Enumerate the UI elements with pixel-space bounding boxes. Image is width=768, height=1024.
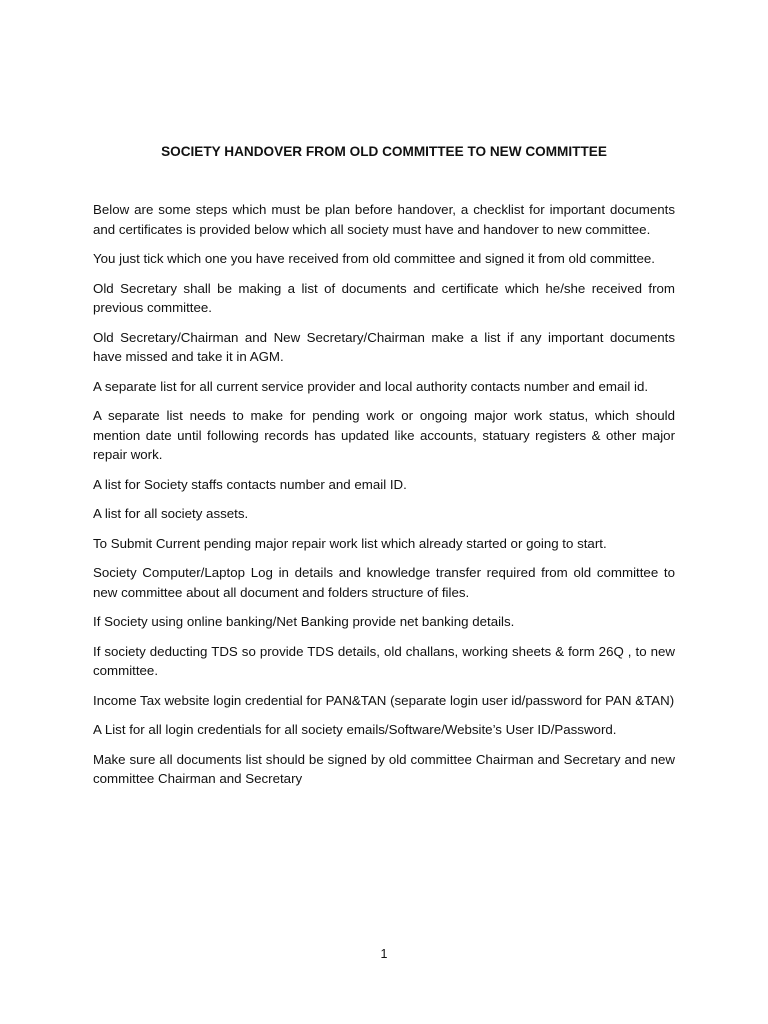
paragraph-computer-log: Society Computer/Laptop Log in details and knowledge transfer required from old committee to new committee about all document and folders structure of files. [93, 565, 675, 600]
paragraph-intro: Below are some steps which must be plan before handover, a checklist for important documents and certificates is provided below which all society must have and handover to new committee. [93, 202, 675, 237]
paragraph-signatures: Make sure all documents list should be signed by old committee Chairman and Secretary and new committee Chairman and Secretary [93, 751, 675, 786]
paragraph-society-assets: A list for all society assets. [93, 506, 249, 521]
document-title: SOCIETY HANDOVER FROM OLD COMMITTEE TO NEW COMMITTEE [161, 144, 607, 159]
paragraph-missed-documents: Old Secretary/Chairman and New Secretary/Chairman make a list if any important documents have missed and take it in AGM. [93, 329, 675, 364]
paragraph-old-secretary-list: Old Secretary shall be making a list of documents and certificate which he/she received from previous committee. [93, 280, 675, 315]
paragraph-income-tax-login: Income Tax website login credential for PAN&TAN (separate login user id/password for PAN &TAN) [93, 692, 675, 708]
paragraph-staff-contacts: A list for Society staffs contacts number and email ID. [93, 476, 407, 492]
paragraph-login-credentials: A List for all login credentials for all society emails/Software/Website’s User ID/Password. [93, 722, 617, 737]
paragraph-repair-work-list: To Submit Current pending major repair work list which already started or going to start. [93, 535, 607, 551]
paragraph-service-provider-list: A separate list for all current service provider and local authority contacts number and email id. [93, 378, 649, 394]
paragraph-tick-instruction: You just tick which one you have received from old committee and signed it from old committee. [93, 251, 655, 266]
page-number: 1 [380, 947, 388, 961]
paragraph-pending-work: A separate list needs to make for pending work or ongoing major work status, which should mention date until following records has updated like accounts, statuary registers & other major repair work. [93, 408, 675, 462]
paragraph-net-banking: If Society using online banking/Net Banking provide net banking details. [93, 614, 515, 629]
paragraph-tds-details: If society deducting TDS so provide TDS details, old challans, working sheets & form 26Q , to new committee. [93, 643, 675, 678]
document-body [93, 200, 675, 799]
